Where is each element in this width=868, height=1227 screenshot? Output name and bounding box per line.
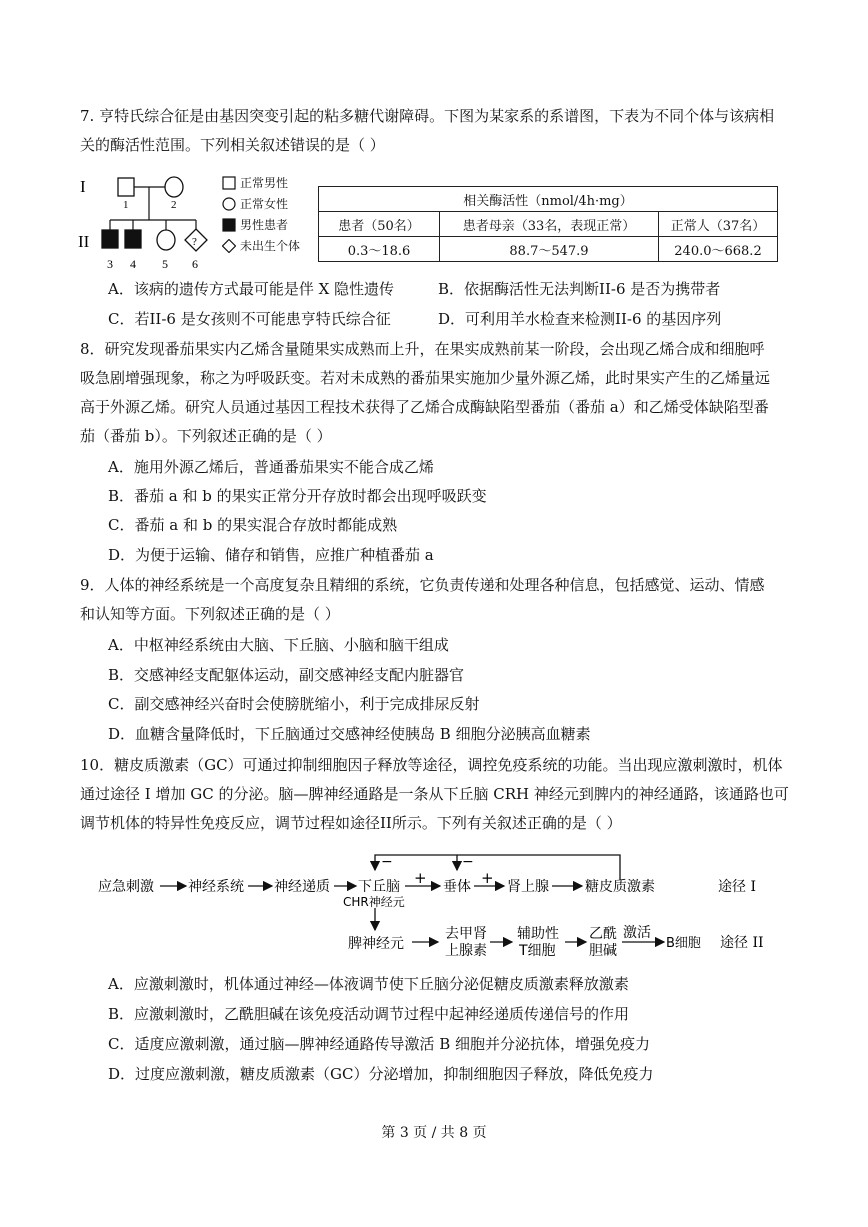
circle-icon <box>222 197 236 211</box>
node-nervous-system: 神经系统 <box>188 879 244 895</box>
minus-sign: − <box>462 854 474 870</box>
table-cell: 240.0～668.2 <box>659 237 778 262</box>
individual-II-5-normal-female <box>157 230 175 250</box>
q8-stem-line2: 吸急剧增强现象，称之为呼吸跃变。若对未成熟的番茄果实施加少量外源乙烯，此时果实产生的乙烯量远 <box>80 369 771 387</box>
node-b-cell: B细胞 <box>666 936 701 951</box>
table-row <box>319 237 778 262</box>
q8-stem-line1: 8．研究发现番茄果实内乙烯含量随果实成熟而上升，在果实成熟前某一阶段，会出现乙烯合成和细胞呼 <box>80 340 765 358</box>
legend-affected-male <box>222 214 300 235</box>
individual-number: 4 <box>130 257 136 271</box>
q9-stem-line2: 和认知等方面。下列叙述正确的是（ ） <box>80 605 340 623</box>
node-helper-t-cell: T细胞 <box>519 943 556 959</box>
node-glucocorticoid: 糖皮质激素 <box>585 879 655 895</box>
pathway-label-2: 途径 II <box>720 935 764 951</box>
node-hypothalamus: 下丘脑 <box>358 879 400 895</box>
q9-stem-line1: 9．人体的神经系统是一个高度复杂且精细的系统，它负责传递和处理各种信息，包括感觉、运动、情感 <box>80 576 765 594</box>
table-header-cell: 患者（50名） <box>319 212 440 237</box>
q10-option-a: A．应激刺激时，机体通过神经—体液调节使下丘脑分泌促糖皮质激素释放激素 <box>108 975 629 993</box>
table-header-cell: 正常人（37名） <box>659 212 778 237</box>
node-stress: 应急刺激 <box>98 879 154 895</box>
pathway-label-1: 途径 I <box>718 879 756 895</box>
minus-sign: − <box>381 854 393 870</box>
node-helper-t-cell: 辅助性 <box>517 926 559 942</box>
q8-option-a: A．施用外源乙烯后，普通番茄果实不能合成乙烯 <box>108 458 434 476</box>
q7-stem-line1: 7. 亨特氏综合征是由基因突变引起的粘多糖代谢障碍。下图为某家系的系谱图，下表为不同个体与该病相 <box>80 107 775 125</box>
node-acetylcholine: 胆碱 <box>589 943 617 959</box>
individual-I-2-normal-female <box>165 177 183 197</box>
q8-option-c: C．番茄 a 和 b 的果实混合存放时都能成熟 <box>108 516 398 534</box>
q10-option-c: C．适度应激刺激，通过脑—脾神经通路传导激活 B 细胞并分泌抗体，增强免疫力 <box>108 1035 651 1053</box>
q7-option-c: C．若II-6 是女孩则不可能患亨特氏综合征 <box>108 310 391 328</box>
plus-sign: + <box>414 869 427 887</box>
node-acetylcholine: 乙酰 <box>589 926 617 942</box>
individual-number: 1 <box>123 199 129 211</box>
q7-option-d: D．可利用羊水检查来检测II-6 的基因序列 <box>438 310 722 328</box>
legend-normal-female <box>222 193 300 214</box>
diamond-icon <box>222 239 236 253</box>
enzyme-activity-table <box>318 186 778 262</box>
node-pituitary: 垂体 <box>443 879 471 895</box>
individual-number: 6 <box>192 257 198 271</box>
generation-label-2: II <box>78 232 90 251</box>
q10-stem-line3: 调节机体的特异性免疫反应，调节过程如途径II所示。下列有关叙述正确的是（ ） <box>80 814 622 832</box>
q7-stem-line2: 关的酶活性范围。下列相关叙述错误的是（ ） <box>80 136 385 154</box>
legend-unborn <box>222 235 300 256</box>
q7-option-a: A．该病的遗传方式最可能是伴 X 隐性遗传 <box>108 280 395 298</box>
legend-normal-male <box>222 172 300 193</box>
individual-number: 3 <box>107 257 113 271</box>
legend-label: 正常男性 <box>240 176 289 190</box>
page-footer: 第 3 页 / 共 8 页 <box>381 1125 487 1141</box>
pedigree-legend <box>222 172 300 256</box>
individual-number: 2 <box>171 199 177 211</box>
q10-option-b: B．应激刺激时，乙酰胆碱在该免疫活动调节过程中起神经递质传递信号的作用 <box>108 1005 630 1023</box>
q10-stem-line1: 10．糖皮质激素（GC）可通过抑制细胞因子释放等途径，调控免疫系统的功能。当出现应激刺激时，机体 <box>80 756 783 774</box>
node-norepinephrine: 上腺素 <box>445 943 487 959</box>
label-activate: 激活 <box>623 925 651 941</box>
node-norepinephrine: 去甲肾 <box>445 926 487 942</box>
node-spleen-neuron: 脾神经元 <box>348 936 404 952</box>
table-cell: 0.3～18.6 <box>319 237 440 262</box>
individual-II-4-affected-male <box>125 230 141 248</box>
q8-option-d: D．为便于运输、储存和销售，应推广种植番茄 a <box>108 546 434 564</box>
q10-option-d: D．过度应激刺激，糖皮质激素（GC）分泌增加，抑制细胞因子释放，降低免疫力 <box>108 1065 654 1083</box>
individual-I-1-normal-male <box>118 178 134 196</box>
regulation-flow-diagram <box>0 848 868 966</box>
legend-label: 未出生个体 <box>240 239 301 253</box>
node-adrenal: 肾上腺 <box>507 879 549 895</box>
node-crh-neuron: CHR神经元 <box>343 895 405 909</box>
q10-stem-line2: 通过途径 I 增加 GC 的分泌。脑—脾神经通路是一条从下丘脑 CRH 神经元到脾内的神经通路，该通路也可 <box>80 785 789 803</box>
q9-option-a: A．中枢神经系统由大脑、下丘脑、小脑和脑干组成 <box>108 636 449 654</box>
unknown-mark: ? <box>192 236 197 248</box>
q8-stem-line4: 茄（番茄 b）。下列叙述正确的是（ ） <box>80 427 332 445</box>
table-title: 相关酶活性（nmol/4h·mg） <box>319 187 778 212</box>
individual-number: 5 <box>162 257 168 271</box>
q8-stem-line3: 高于外源乙烯。研究人员通过基因工程技术获得了乙烯合成酶缺陷型番茄（番茄 a）和乙烯受体缺陷型番 <box>80 398 769 416</box>
generation-label-1: I <box>80 177 86 196</box>
square-icon <box>222 176 236 190</box>
feedback-arrow-to-hypothalamus <box>375 855 620 880</box>
pedigree-chart <box>78 170 218 274</box>
q7-option-b: B．依据酶活性无法判断II-6 是否为携带者 <box>438 280 721 298</box>
legend-label: 正常女性 <box>240 197 289 211</box>
q9-option-b: B．交感神经支配躯体运动，副交感神经支配内脏器官 <box>108 666 465 684</box>
individual-II-3-affected-male <box>102 230 118 248</box>
q9-option-c: C．副交感神经兴奋时会使膀胱缩小，利于完成排尿反射 <box>108 695 480 713</box>
legend-label: 男性患者 <box>240 218 289 232</box>
table-header-cell: 患者母亲（33名，表现正常） <box>440 212 659 237</box>
q8-option-b: B．番茄 a 和 b 的果实正常分开存放时都会出现呼吸跃变 <box>108 487 487 505</box>
filled-square-icon <box>222 218 236 232</box>
q9-option-d: D．血糖含量降低时，下丘脑通过交感神经使胰岛 B 细胞分泌胰高血糖素 <box>108 725 591 743</box>
table-header-row <box>319 212 778 237</box>
plus-sign: + <box>481 869 494 887</box>
node-neurotransmitter: 神经递质 <box>274 879 330 895</box>
table-cell: 88.7～547.9 <box>440 237 659 262</box>
